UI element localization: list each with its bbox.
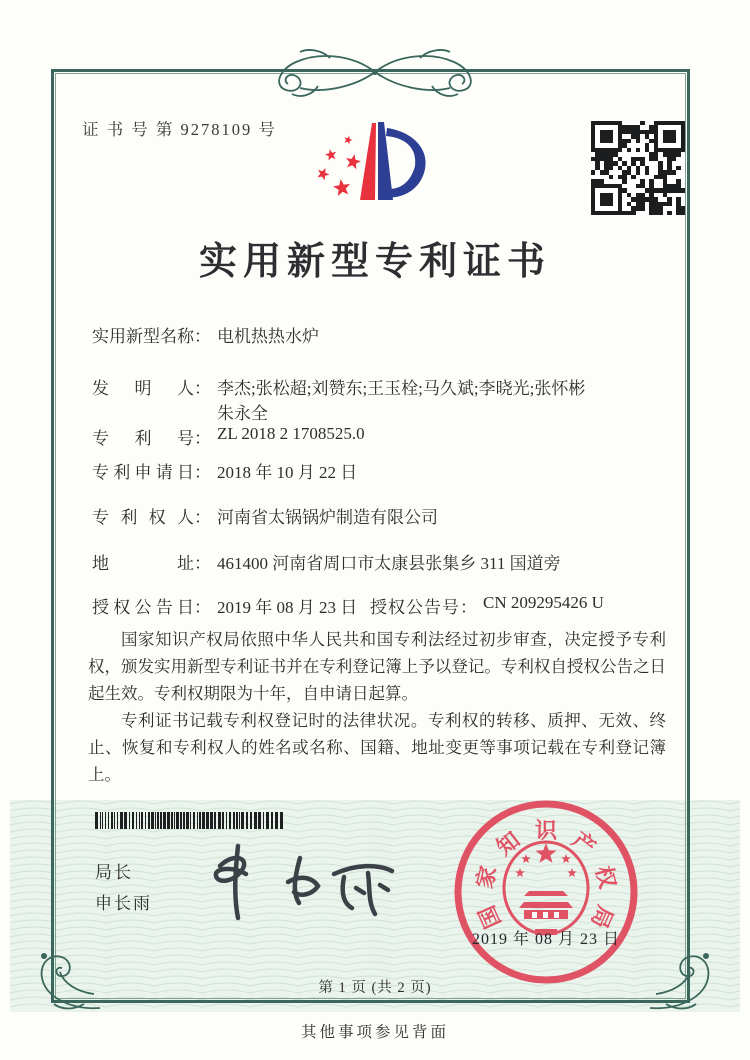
legal-paragraph-1: 国家知识产权局依照中华人民共和国专利法经过初步审查，决定授予专利权，颁发实用新型专利证书并在专利登记簿上予以登记。专利权自授权公告之日起生效。专利权期限为十年，自申请日起算。 [88,630,666,703]
field-value [217,374,585,424]
field-row-patentee [92,503,438,528]
certificate-title: 实用新型专利证书 [198,241,551,283]
field-value: CN 209295426 U [483,593,604,612]
field-label: 发明人 [92,379,194,398]
colon: ： [460,598,477,617]
signer-role: 局长 [95,863,133,882]
page-number: 第 1 页 (共 2 页) [318,980,432,996]
barcode-gap [283,812,285,829]
field-label: 专利申请日 [92,463,194,482]
colon: ： [194,463,211,482]
colon: ： [194,327,211,346]
colon: ： [194,429,211,448]
seal-ring-char: 权 [590,863,621,891]
field-value: ZL 2018 2 1708525.0 [217,424,365,443]
field-row-inventors [92,374,585,424]
colon: ： [194,508,211,527]
inventors-line2: 朱永全 [217,404,268,423]
field-label: 专利号 [92,429,194,448]
field-value: 461400 河南省周口市太康县张集乡 311 国道旁 [217,554,561,573]
field-row-patent-no [92,424,365,449]
official-seal-icon [440,796,652,994]
field-label: 专利权人 [92,508,194,527]
seal-ring-char: 知 [491,826,525,861]
field-row-grant-no [370,593,604,618]
field-row-address [92,549,561,574]
certificate-number: 证 书 号 第 9278109 号 [82,120,277,139]
signer-name: 申长雨 [95,894,152,913]
top-flourish-ornament [260,42,490,100]
field-value: 2019 年 08 月 23 日 [217,598,358,617]
field-label: 授权公告日 [92,598,194,617]
field-row-name [92,322,319,347]
colon: ： [194,379,211,398]
field-label: 实用新型名称 [92,327,194,346]
logo-stars [317,136,361,196]
seal-ring-char: 家 [471,863,502,891]
seal-ring-char: 局 [586,901,619,933]
field-label: 地址 [92,554,194,573]
seal-ring-char: 识 [534,818,558,843]
qr-code-icon [591,121,685,215]
seal-date: 2019 年 08 月 23 日 [471,931,620,948]
barcode-icon [95,812,285,829]
field-label: 授权公告号 [370,598,460,617]
field-value: 2018 年 10 月 22 日 [217,463,358,482]
legal-text-block [88,626,666,788]
colon: ： [194,598,211,617]
handwritten-signature-icon [198,840,408,922]
cnipa-logo-icon [308,116,438,221]
legal-paragraph-2: 专利证书记载专利权登记时的法律状况。专利权的转移、质押、无效、终止、恢复和专利权人的姓名或名称、国籍、地址变更等事项记载在专利登记簿上。 [88,711,666,784]
colon: ： [194,554,211,573]
back-note: 其他事项参见背面 [300,1024,449,1041]
logo-red-wedge [360,123,376,200]
field-row-filing-date [92,458,357,483]
seal-ring-char: 国 [473,901,506,933]
seal-ring-char: 产 [567,826,601,861]
qr-module [681,211,685,215]
inventors-line1: 李杰;张松超;刘赞东;王玉栓;马久斌;李晓光;张怀彬 [217,379,586,398]
field-row-grant-date [92,593,357,618]
field-value: 河南省太锅锅炉制造有限公司 [217,508,438,527]
field-value: 电机热热水炉 [217,327,319,346]
